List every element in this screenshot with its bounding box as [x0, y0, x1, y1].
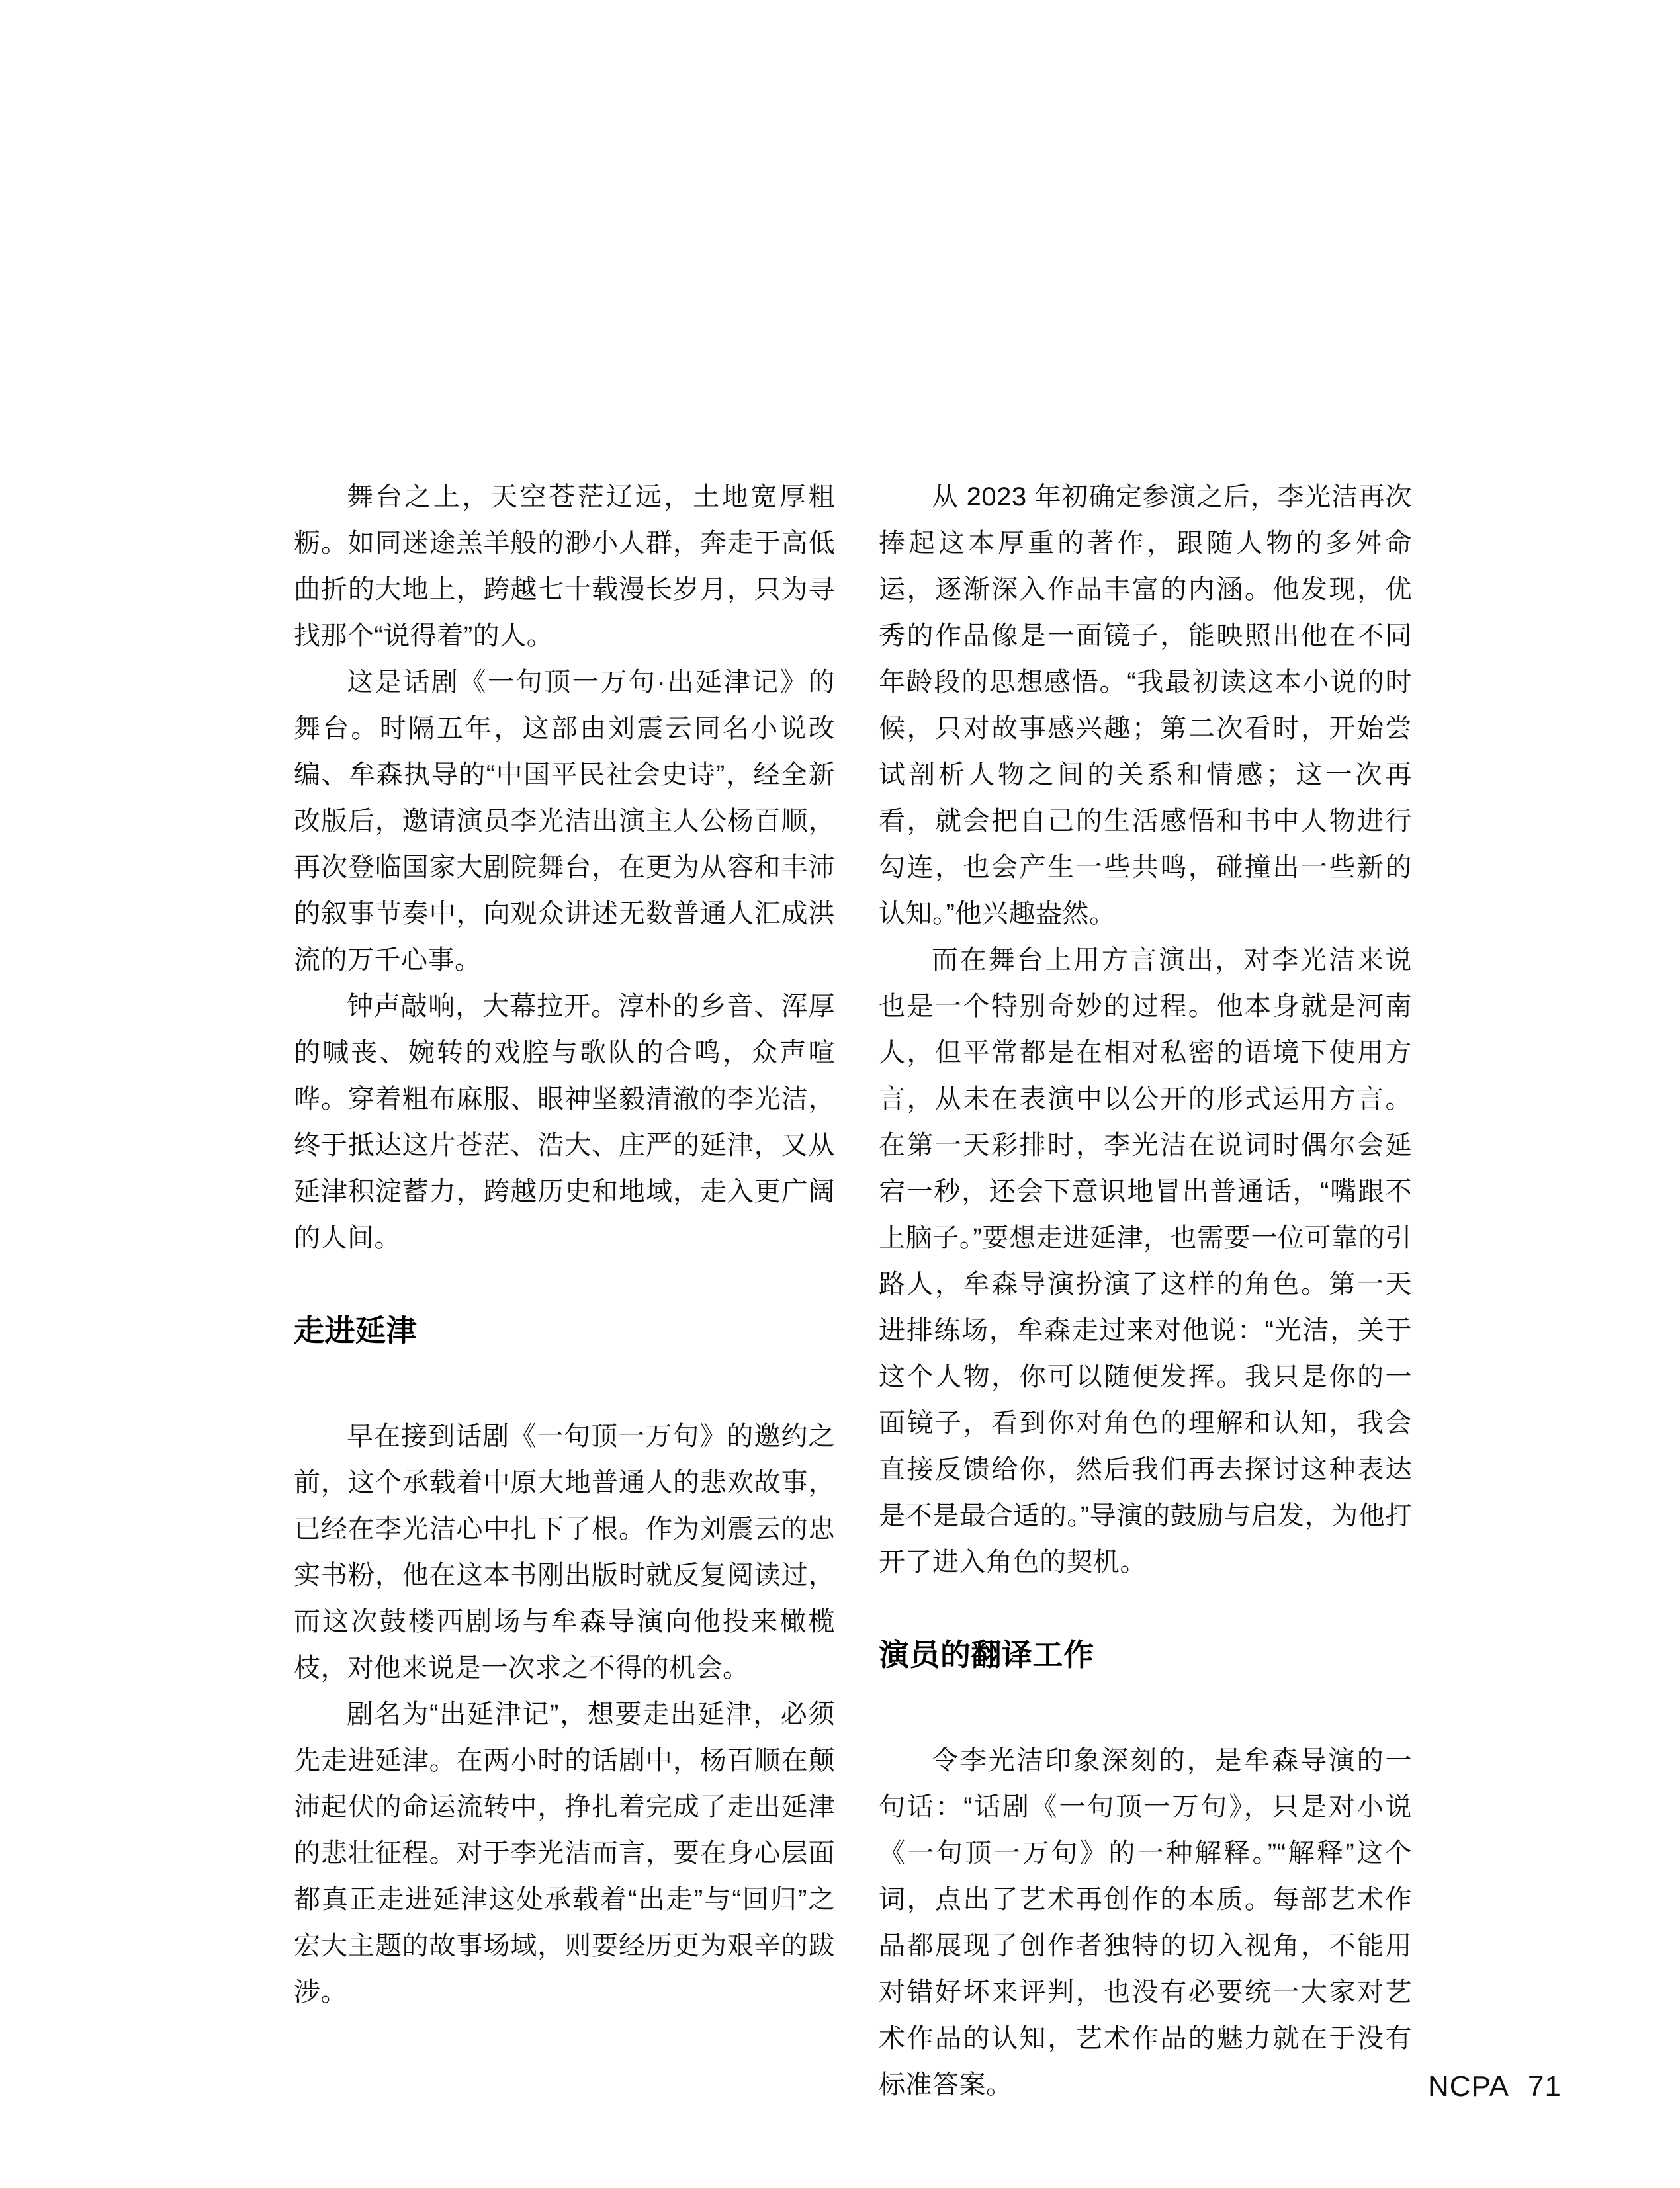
section-heading-actor-translation-work: 演员的翻译工作: [879, 1638, 1094, 1672]
section-heading-walk-into-yanjin: 走进延津: [294, 1313, 417, 1348]
footer-brand: NCPA: [1428, 2070, 1509, 2103]
body-paragraph: 令李光洁印象深刻的，是牟森导演的一句话：“话剧《一句顶一万句》，只是对小说《一句顶一万句》的一种解释。”“解释”这个词，点出了艺术再创作的本质。每部艺术作品都展现了创作者独特的切入视角，不能用对错好坏来评判，也没有必要统一大家对艺术作品的认知，艺术作品的魅力就在于没有标准答案。: [879, 1746, 1412, 2099]
footer-page-number: 71: [1527, 2070, 1562, 2103]
body-paragraph: 早在接到话剧《一句顶一万句》的邀约之前，这个承载着中原大地普通人的悲欢故事，已经在李光洁心中扎下了根。作为刘震云的忠实书粉，他在这本书刚出版时就反复阅读过，而这次鼓楼西剧场与牟森导演向他投来橄榄枝，对他来说是一次求之不得的机会。: [294, 1422, 835, 1683]
article-column-left: [294, 474, 835, 2015]
body-paragraph: 剧名为“出延津记”，想要走出延津，必须先走进延津。在两小时的话剧中，杨百顺在颠沛起伏的命运流转中，挣扎着完成了走出延津的悲壮征程。对于李光洁而言，要在身心层面都真正走进延津这处承载着“出走”与“回归”之宏大主题的故事场域，则要经历更为艰辛的跋涉。: [294, 1700, 835, 2007]
body-paragraph: 这是话剧《一句顶一万句·出延津记》的舞台。时隔五年，这部由刘震云同名小说改编、牟森执导的“中国平民社会史诗”，经全新改版后，邀请演员李光洁出演主人公杨百顺，再次登临国家大剧院舞台，在更为从容和丰沛的叙事节奏中，向观众讲述无数普通人汇成洪流的万千心事。: [294, 668, 835, 975]
body-paragraph: 而在舞台上用方言演出，对李光洁来说也是一个特别奇妙的过程。他本身就是河南人，但平常都是在相对私密的语境下使用方言，从未在表演中以公开的形式运用方言。在第一天彩排时，李光洁在说词时偶尔会延宕一秒，还会下意识地冒出普通话，“嘴跟不上脑子。”要想走进延津，也需要一位可靠的引路人，牟森导演扮演了这样的角色。第一天进排练场，牟森走过来对他说：“光洁，关于这个人物，你可以随便发挥。我只是你的一面镜子，看到你对角色的理解和认知，我会直接反馈给你，然后我们再去探讨这种表达是不是最合适的。”导演的鼓励与启发，为他打开了进入角色的契机。: [879, 945, 1412, 1577]
body-paragraph: 钟声敲响，大幕拉开。淳朴的乡音、浑厚的喊丧、婉转的戏腔与歌队的合鸣，众声喧哗。穿着粗布麻服、眼神坚毅清澈的李光洁，终于抵达这片苍茫、浩大、庄严的延津，又从延津积淀蓄力，跨越历史和地域，走入更广阔的人间。: [294, 992, 835, 1252]
article-column-right: [879, 474, 1412, 2108]
page-footer: [1428, 2070, 1562, 2104]
body-paragraph: 舞台之上，天空苍茫辽远，土地宽厚粗粝。如同迷途羔羊般的渺小人群，奔走于高低曲折的大地上，跨越七十载漫长岁月，只为寻找那个“说得着”的人。: [294, 482, 835, 650]
body-paragraph: 从 2023 年初确定参演之后，李光洁再次捧起这本厚重的著作，跟随人物的多舛命运，逐渐深入作品丰富的内涵。他发现，优秀的作品像是一面镜子，能映照出他在不同年龄段的思想感悟。“我最初读这本小说的时候，只对故事感兴趣；第二次看时，开始尝试剖析人物之间的关系和情感；这一次再看，就会把自己的生活感悟和书中人物进行勾连，也会产生一些共鸣，碰撞出一些新的认知。”他兴趣盎然。: [879, 482, 1412, 928]
